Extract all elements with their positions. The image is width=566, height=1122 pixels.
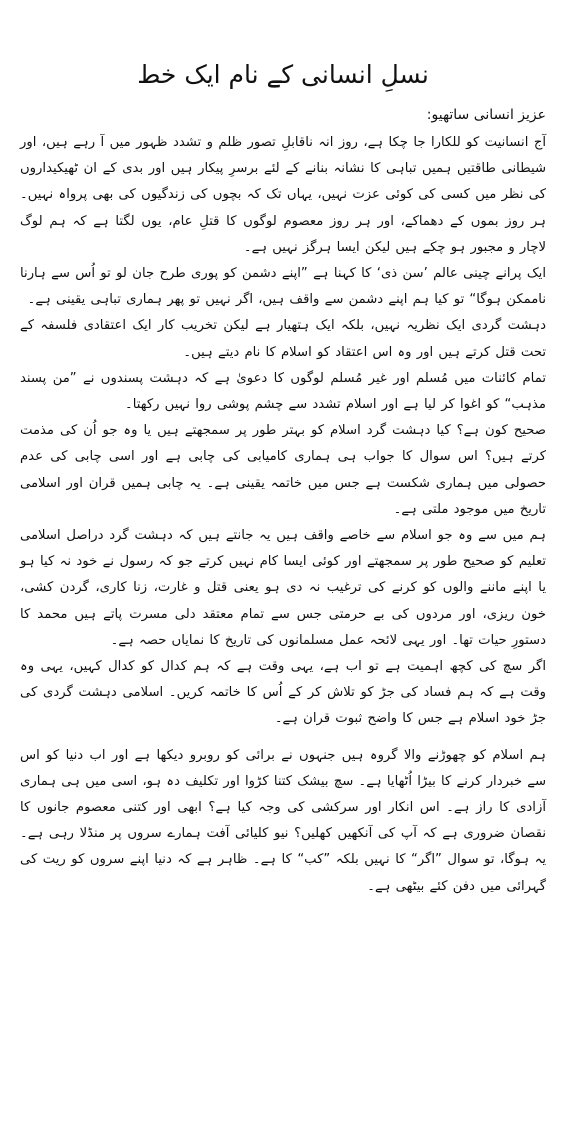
paragraph-4: تمام کائنات میں مُسلم اور غیر مُسلم لوگوں کا دعویٰ ہے کہ دہشت پسندوں نے ”من پسند مذہب“ کو اغوا کر لیا ہے اور اسلام تشدد سے چشم پوشی روا نہیں رکھتا۔ (20, 370, 546, 413)
paragraph-2: ایک پرانے چینی عالم ’سن ذی‘ کا کہنا ہے ”اپنے دشمن کو پوری طرح جان لو تو اُس سے ہارنا ناممکن ہوگا“ تو کیا ہم اپنے دشمن سے واقف ہیں، اگر نہیں تو پھر ہماری تباہی یقینی ہے۔ (20, 266, 546, 308)
paragraph-8: ہم اسلام کو چھوڑنے والا گروہ ہیں جنہوں نے برائی کو روبرو دیکھا ہے اور اب دنیا کو اس سے خبردار کرنے کا بیڑا اُٹھایا ہے۔ سچ بیشک کتنا کڑوا اور تکلیف دہ ہو، اسی میں ہی ہماری آزادی کا راز ہے۔ اس انکار اور سرکشی کی وجہ کیا ہے؟ ابھی اور کتنی معصوم جانوں کا نقصان ضروری ہے کہ آپ کی آنکھیں کھلیں؟ نیو کلیائی آفت ہمارے سروں پر منڈلا رہی ہے۔ یہ ہوگا، تو سوال ”اگر“ کا نہیں بلکہ ”کب“ کا ہے۔ ظاہر ہے کہ دنیا اپنے سروں کو ریت کی گہرائی میں دفن کئے بیٹھی ہے۔ (20, 747, 546, 894)
paragraph-3: دہشت گردی ایک نظریہ نہیں، بلکہ ایک ہتھیار ہے لیکن تخریب کار ایک اعتقادی فلسفہ کے تحت قتل کرتے ہیں اور وہ اس اعتقاد کو اسلام کا نام دیتے ہیں۔ (20, 318, 546, 360)
paragraph-6: ہم میں سے وہ جو اسلام سے خاصے واقف ہیں یہ جانتے ہیں کہ دہشت گرد دراصل اسلامی تعلیم کو صحیح طور پر سمجھتے اور کوئی ایسا کام نہیں کرتے جو کہ رسول نے خود نہ کیا ہو یا اپنے ماننے والوں کو کرنے کی ترغیب نہ دی ہو یعنی قتل و غارت، زنا کاری، گردن کشی، خون ریزی، اور مردوں کی بے حرمتی جس سے تمام معتقد دلی مسرت پاتے ہیں محمد کا دستورِ حیات تھا۔ اور یہی لائحہ عمل مسلمانوں کی تاریخ کا نمایاں حصہ ہے۔ (20, 528, 546, 648)
page-title: نسلِ انسانی کے نام ایک خط (137, 60, 429, 89)
paragraph-7: اگر سچ کی کچھ اہمیت ہے تو اب ہے، یہی وقت ہے کہ ہم کدال کو کدال کہیں، یہی وہ وقت ہے کہ ہم فساد کی جڑ کو تلاش کر کے اُس کا خاتمہ کریں۔ اسلامی دہشت گردی کی جڑ خود اسلام ہے جس کا واضح ثبوت قران ہے۔ (20, 659, 546, 727)
paragraph-1: آج انسانیت کو للکارا جا چکا ہے، روز انہ ناقابلِ تصور ظلم و تشدد ظہور میں آ رہے ہیں، اور شیطانی طاقتیں ہمیں تباہی کا نشانہ بنانے کے لئے برسرِ پیکار ہیں اور بدی کے ان ٹھیکیداروں کی نظر میں کسی کی کوئی عزت نہیں، یہاں تک کہ بچوں کی زندگیوں کی بھی پرواہ نہیں۔ ہر روز بموں کے دھماکے، اور ہر روز معصوم لوگوں کا قتلِ عام، یوں لگتا ہے کہ ہم لوگ لاچار و مجبور ہو چکے ہیں لیکن ایسا ہرگز نہیں ہے۔ (20, 135, 546, 255)
paragraph-5: صحیح کون ہے؟ کیا دہشت گرد اسلام کو بہتر طور پر سمجھتے ہیں یا وہ جو اُن کی مذمت کرتے ہیں؟ اس سوال کا جواب ہی ہماری کامیابی کی چابی ہے اور اسی چابی کی عدم حصولی میں ہماری شکست ہے جس میں خاتمہ یقینی ہے۔ یہ چابی ہمیں قران اور اسلامی تاریخ میں موجود ملتی ہے۔ (20, 423, 546, 517)
salutation: عزیز انسانی ساتھیو: (426, 107, 546, 123)
